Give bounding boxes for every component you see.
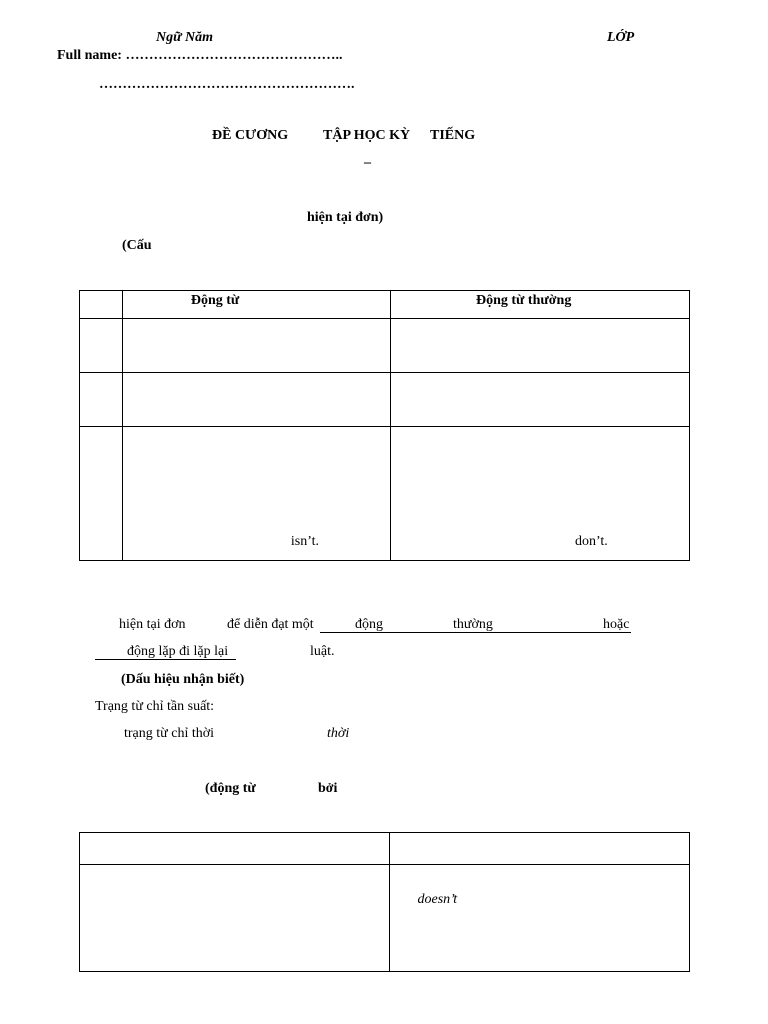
title-part3: TIẾNG (430, 128, 476, 143)
usage-underline-2 (95, 659, 236, 660)
table1-row2-col2 (390, 373, 689, 427)
fullname-line2: ………………………………………………. (99, 77, 355, 92)
signs-time-a: trạng từ chỉ thời (124, 726, 215, 741)
table2-row2-col1 (80, 865, 390, 972)
subject-label: Ngữ Năm (156, 30, 213, 45)
table2-header-col1 (80, 833, 390, 865)
section2-heading-a: (động từ (205, 781, 256, 796)
table1-row3-label (80, 427, 123, 561)
verb-form-table (79, 832, 690, 972)
table1-col1-header: Động từ (190, 293, 240, 308)
title-dash: – (364, 155, 371, 170)
section2-heading-b: bởi (318, 781, 338, 796)
usage-line2-a: động lặp đi lặp lại (127, 644, 229, 659)
usage-line1-b: để diễn đạt một (227, 617, 314, 632)
usage-line1-a: hiện tại đơn (119, 617, 186, 632)
table1-row2-col1 (122, 373, 390, 427)
table2-header-col2 (390, 833, 690, 865)
table1-row1-label (80, 319, 123, 373)
structure-table (79, 290, 690, 561)
signs-frequency: Trạng từ chỉ tần suất: (95, 699, 215, 714)
section1-subheading: (Cấu (122, 238, 152, 253)
table1-row3-col2-note: don’t. (574, 534, 608, 549)
usage-underline-1 (320, 632, 631, 633)
table1-col2-header: Động từ thường (475, 293, 572, 308)
table1-row2-label (80, 373, 123, 427)
fullname-label: Full name: ……………………………………….. (57, 48, 343, 63)
table2-row2-col2-note: doesn’t (417, 892, 458, 907)
signs-time-b: thời (327, 726, 350, 741)
signs-heading: (Dấu hiệu nhận biết) (121, 672, 245, 687)
table1-row3-col1-note: isn’t. (290, 534, 319, 549)
usage-line1-e: hoặc (603, 617, 630, 632)
section1-heading: hiện tại đơn) (307, 210, 384, 225)
table1-header-verb-be (122, 291, 390, 319)
usage-line1-d: thường (453, 617, 493, 632)
table1-row3-col1 (122, 427, 390, 561)
title-part2: TẬP HỌC KỲ (323, 128, 411, 143)
table2-row2-col2 (390, 865, 690, 972)
usage-line2-b: luật. (310, 644, 335, 659)
table1-row1-col1 (122, 319, 390, 373)
table1-header-ordinary-verb (390, 291, 689, 319)
class-label: LỚP (607, 30, 635, 45)
title-part1: ĐỀ CƯƠNG (212, 128, 289, 143)
usage-line1-c: động (355, 617, 383, 632)
table1-corner-cell (80, 291, 123, 319)
table1-row1-col2 (390, 319, 689, 373)
table1-row3-col2 (390, 427, 689, 561)
